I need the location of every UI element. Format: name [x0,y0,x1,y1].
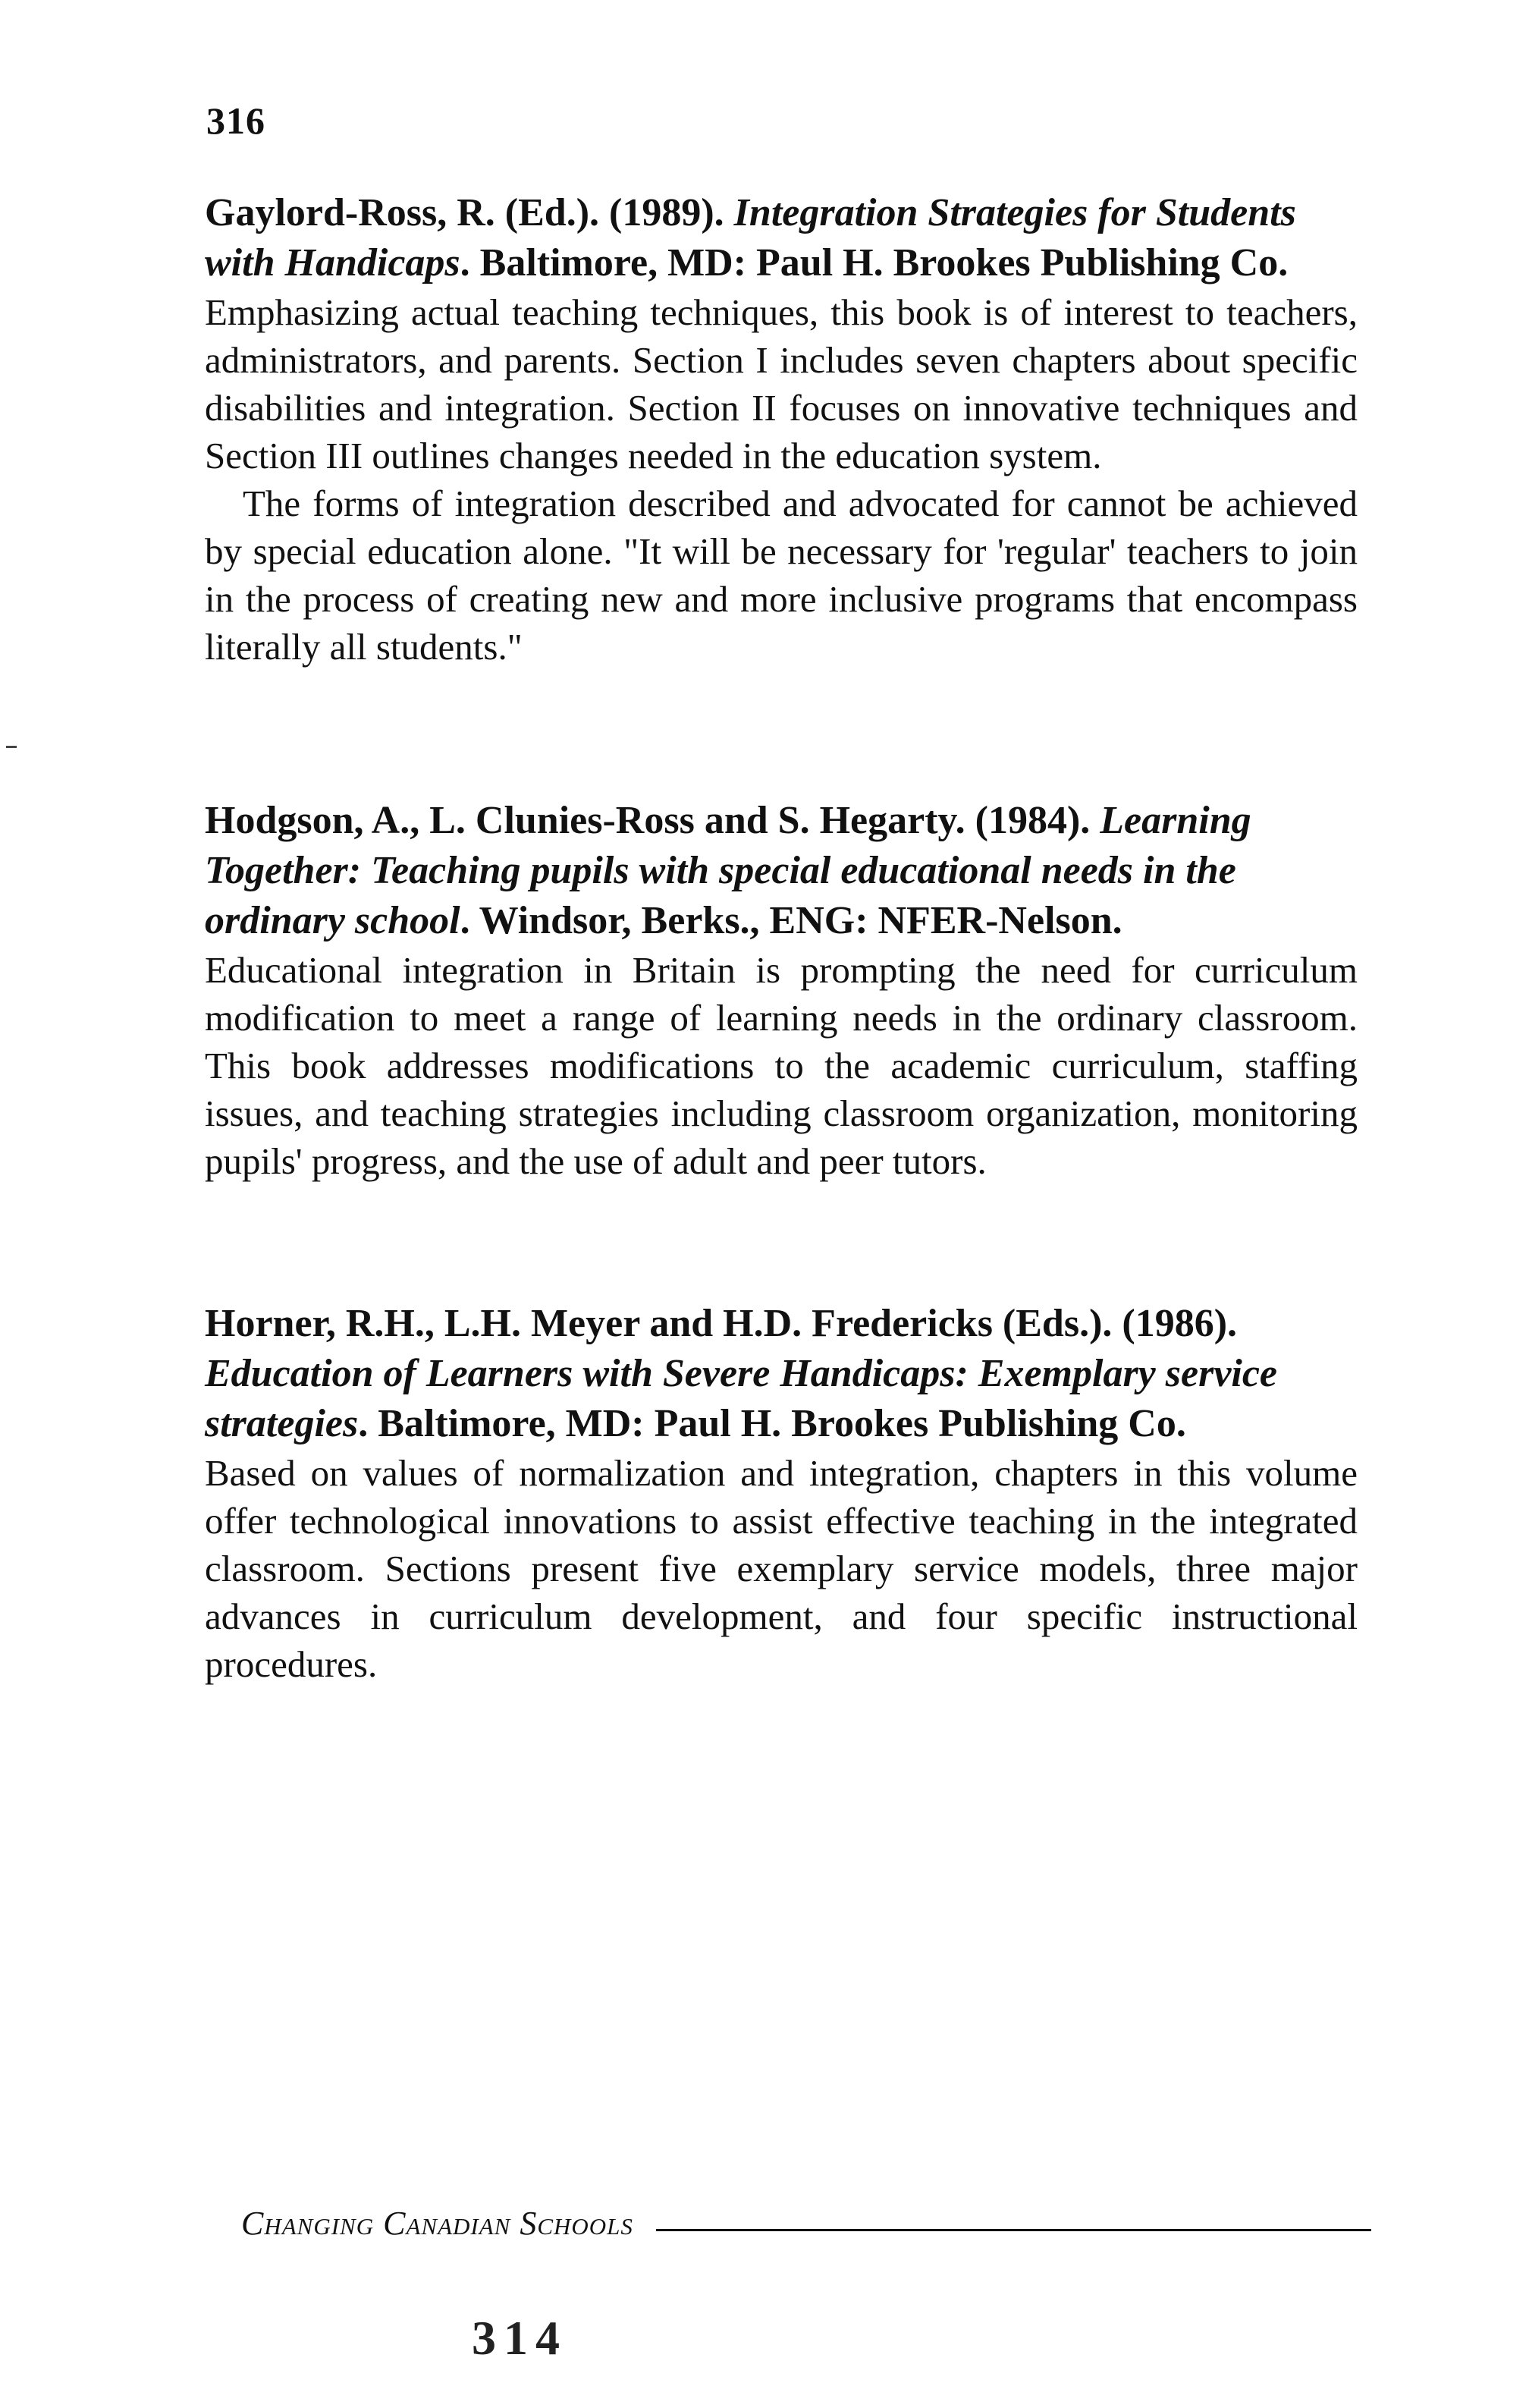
citation-title: Integration Strategies for Students with Handicaps [205,191,1296,284]
footer-rule [656,2229,1371,2231]
running-footer [241,2204,1371,2243]
document-page [205,99,1358,1688]
entry-annotation: The forms of integration described and advocated for cannot be achieved by special education alone. "It will be necessary for 'regular' teachers to join in the process of creating new and more inclusive programs that encompass literally all students." [205,483,1358,668]
citation-title: Learning Together: Teaching pupils with special educational needs in the ordinary school [205,799,1251,942]
entry-annotation: Based on values of normalization and integration, chapters in this volume offer technological innovations to assist effective teaching in the integrated classroom. Sections present five exemplary service models, three major advances in curriculum development, and four specific instructional procedures. [205,1452,1358,1685]
citation-authors-year: Gaylord-Ross, R. (Ed.). (1989). [205,191,734,234]
footer-title: Changing Canadian Schools [241,2205,633,2242]
entry-citation [205,188,1358,288]
citation-publisher: . Baltimore, MD: Paul H. Brookes Publishing Co. [460,241,1289,284]
page-stamp: 314 [472,2311,567,2365]
citation-authors-year: Horner, R.H., L.H. Meyer and H.D. Fredericks (Eds.). (1986). [205,1302,1238,1345]
entry-citation [205,1299,1358,1449]
entry-annotation: Emphasizing actual teaching techniques, this book is of interest to teachers, administrators, and parents. Section I includes seven chapters about specific disabilities and integration. Section II focuses on innovative techniques and Section III outlines changes needed in the education system. [205,291,1358,476]
citation-publisher: . Baltimore, MD: Paul H. Brookes Publishing Co. [358,1402,1186,1445]
bibliography-entry-hodgson [205,796,1358,1185]
citation-authors-year: Hodgson, A., L. Clunies-Ross and S. Hegarty. (1984). [205,799,1100,842]
margin-mark [6,746,17,748]
entry-annotation: Educational integration in Britain is prompting the need for curriculum modification to meet a range of learning needs in the ordinary classroom. This book addresses modifications to the academic curriculum, staffing issues, and teaching strategies including classroom organization, monitoring pupils' progress, and the use of adult and peer tutors. [205,949,1358,1182]
citation-publisher: . Windsor, Berks., ENG: NFER-Nelson. [460,899,1122,942]
bibliography-entry-gaylord-ross [205,188,1358,671]
citation-title: Education of Learners with Severe Handicaps: Exemplary service strategies [205,1352,1278,1445]
bibliography-entry-horner [205,1299,1358,1688]
entry-citation [205,796,1358,946]
page-number: 316 [206,99,265,142]
